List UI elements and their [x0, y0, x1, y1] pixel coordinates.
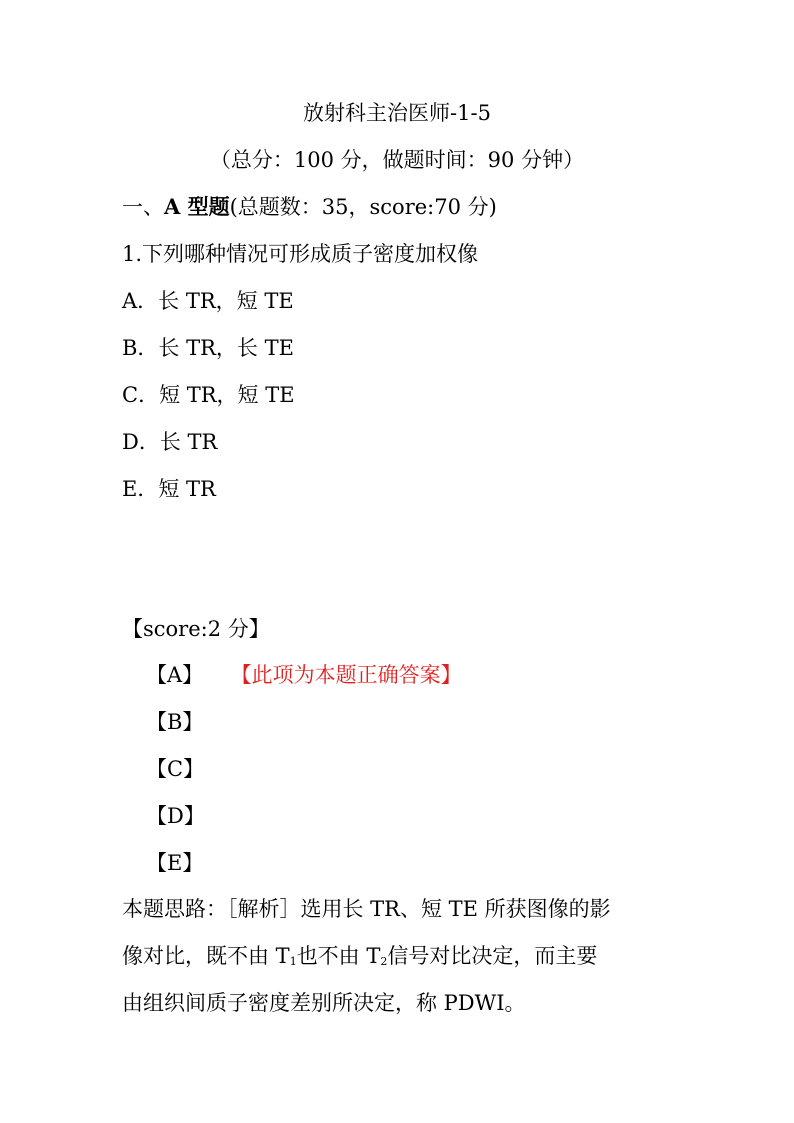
explanation-part-b: 也不由 T	[296, 944, 381, 968]
answer-e: 【E】	[146, 851, 204, 875]
correct-answer-note: 【此项为本题正确答案】	[241, 663, 462, 687]
page-title: 放射科主治医师-1-5	[303, 101, 491, 125]
option-a: A．长 TR，短 TE	[122, 289, 294, 313]
answer-a-row	[146, 662, 462, 688]
option-c: C．短 TR，短 TE	[122, 383, 295, 407]
answer-d: 【D】	[146, 804, 205, 828]
explanation-part-a: 像对比，既不由 T	[122, 944, 290, 968]
answer-b: 【B】	[146, 710, 204, 734]
section-name: A 型题	[164, 194, 230, 219]
explanation-line-1: 本题思路：［解析］选用长 TR、短 TE 所获图像的影	[122, 897, 611, 921]
subscript-2: 2	[380, 955, 388, 968]
subscript-1: 1	[289, 955, 297, 968]
question-text: 1.下列哪种情况可形成质子密度加权像	[122, 242, 479, 266]
option-e: E．短 TR	[122, 477, 216, 501]
section-header	[122, 194, 497, 220]
option-b: B．长 TR，长 TE	[122, 336, 294, 360]
section-prefix: 一、	[122, 195, 164, 219]
section-info: (总题数：35，score:70 分)	[229, 195, 497, 219]
explanation-line-2	[122, 943, 597, 975]
score-label: 【score:2 分】	[122, 617, 270, 641]
answer-c: 【C】	[146, 757, 205, 781]
explanation-part-c: 信号对比决定，而主要	[387, 944, 598, 968]
answer-a: 【A】	[146, 663, 204, 687]
exam-meta: （总分：100 分，做题时间：90 分钟）	[209, 148, 585, 172]
explanation-line-3: 由组织间质子密度差别所决定，称 PDWI。	[122, 991, 526, 1015]
option-d: D．长 TR	[122, 430, 218, 454]
